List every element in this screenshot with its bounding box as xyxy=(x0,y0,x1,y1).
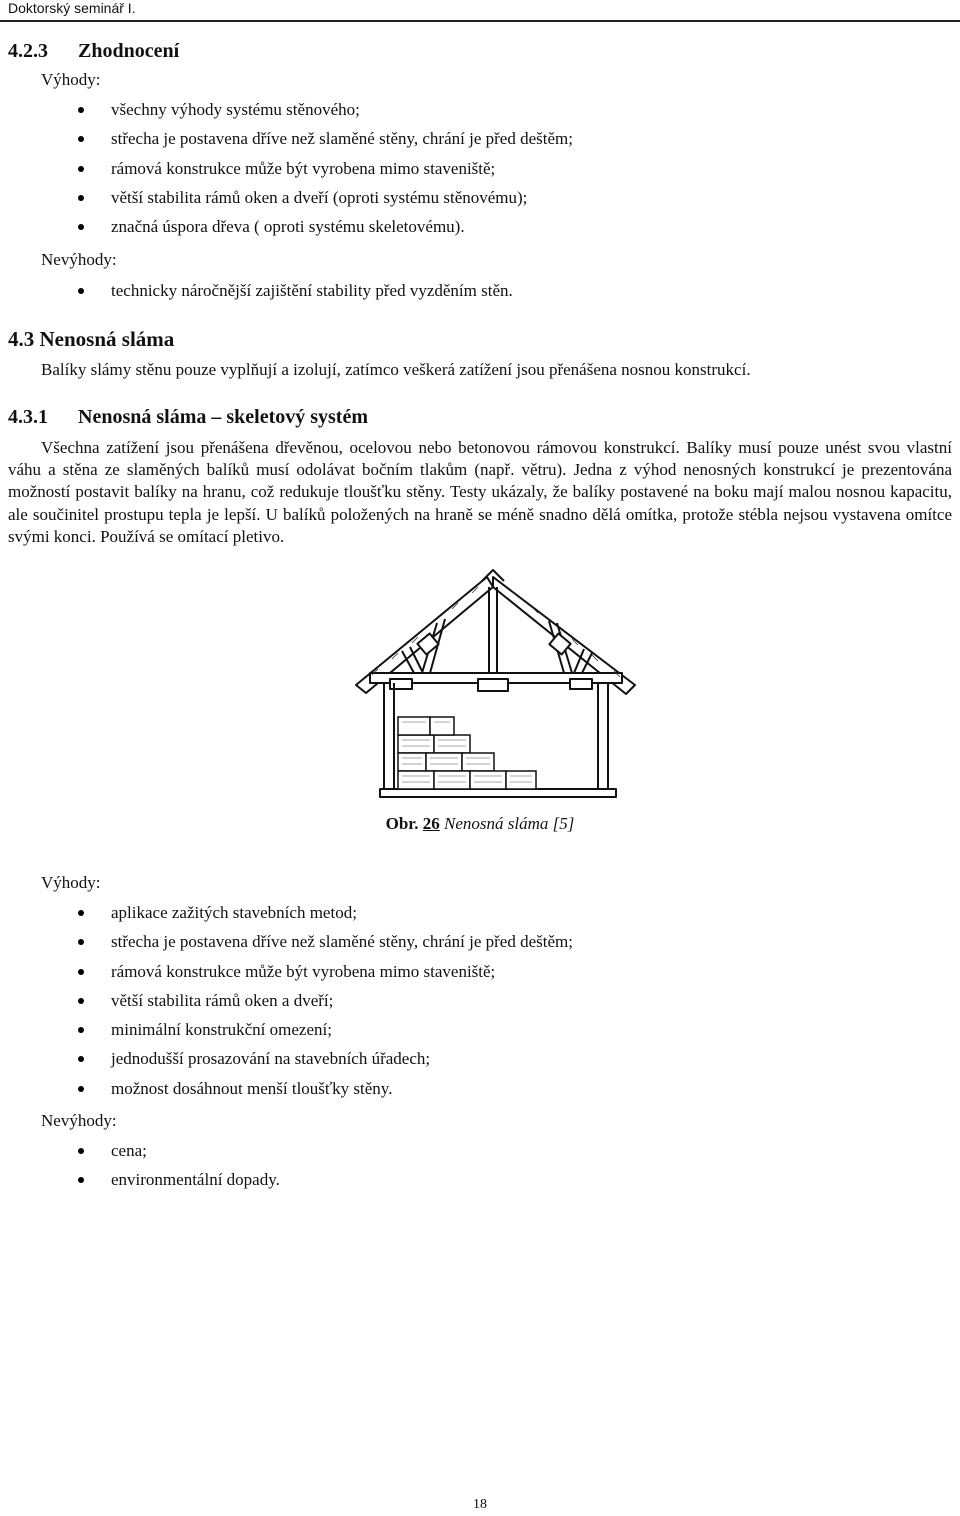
figure-number: 26 xyxy=(422,814,440,833)
section-4-3-text: Balíky slámy stěnu pouze vyplňují a izolují, zatímco veškerá zatížení jsou přenášena nosnou konstrukcí. xyxy=(41,360,751,379)
list-item: střecha je postavena dříve než slaměné stěny, chrání je před deštěm; xyxy=(78,129,573,158)
list-item: technicky náročnější zajištění stability před vyzděním stěn. xyxy=(78,281,513,310)
advantages-label: Výhody: xyxy=(41,70,101,89)
section-title: Zhodnocení xyxy=(78,40,180,62)
list-item: všechny výhody systému stěnového; xyxy=(78,100,573,129)
section-heading-4-3: 4.3 Nenosná sláma xyxy=(8,327,175,351)
advantages-label-2: Výhody: xyxy=(41,873,101,892)
figure-caption xyxy=(0,814,960,834)
list-item: značná úspora dřeva ( oproti systému skeletovému). xyxy=(78,217,573,246)
disadvantages-list xyxy=(78,281,513,310)
list-item: environmentální dopady. xyxy=(78,1170,280,1199)
figure-label: Obr. xyxy=(385,814,419,833)
figure-title: Nenosná sláma [5] xyxy=(444,814,575,833)
disadvantages-label: Nevýhody: xyxy=(41,250,117,269)
advantages-list xyxy=(78,100,573,246)
page-number: 18 xyxy=(473,1497,487,1512)
disadvantages-label-2: Nevýhody: xyxy=(41,1111,117,1130)
list-item: větší stabilita rámů oken a dveří; xyxy=(78,991,573,1020)
document-title: Doktorský seminář I. xyxy=(8,0,136,16)
section-heading-4-2-3 xyxy=(8,40,179,63)
list-item: rámová konstrukce může být vyrobena mimo staveniště; xyxy=(78,962,573,991)
section-title: Nenosná sláma – skeletový systém xyxy=(78,406,368,428)
list-item: minimální konstrukční omezení; xyxy=(78,1020,573,1049)
section-number: 4.3.1 xyxy=(8,406,48,428)
list-item: rámová konstrukce může být vyrobena mimo staveniště; xyxy=(78,159,573,188)
straw-bale-frame-illustration xyxy=(352,553,644,805)
list-item: možnost dosáhnout menší tloušťky stěny. xyxy=(78,1079,573,1108)
section-number: 4.2.3 xyxy=(8,40,48,62)
section-heading-4-3-1 xyxy=(8,406,368,429)
section-4-3-1-paragraph: Všechna zatížení jsou přenášena dřevěnou, ocelovou nebo betonovou rámovou konstrukcí. Balíky musí pouze unést svou vlastní váhu a stěna ze slaměných balíků musí odolávat bočním tlakům (např. větru). Jedna z výhod nenosných konstrukcí je prezentována možností postavit balíky na hranu, což redukuje tloušťku stěny. Testy ukázaly, že balíky postavené na boku mají malou nosnou kapacitu, ale součinitel prostupu tepla je lepší. U balíků položených na hraně se méně snadno dělá omítka, protože stébla nejsou vystavena omítce svými konci. Používá se omítací pletivo. xyxy=(8,438,952,546)
page-header xyxy=(0,0,960,22)
list-item: střecha je postavena dříve než slaměné stěny, chrání je před deštěm; xyxy=(78,932,573,961)
list-item: větší stabilita rámů oken a dveří (oproti systému stěnovému); xyxy=(78,188,573,217)
list-item: aplikace zažitých stavebních metod; xyxy=(78,903,573,932)
list-item: cena; xyxy=(78,1141,280,1170)
advantages-list-2 xyxy=(78,903,573,1108)
disadvantages-list-2 xyxy=(78,1141,280,1200)
list-item: jednodušší prosazování na stavebních úřadech; xyxy=(78,1049,573,1078)
